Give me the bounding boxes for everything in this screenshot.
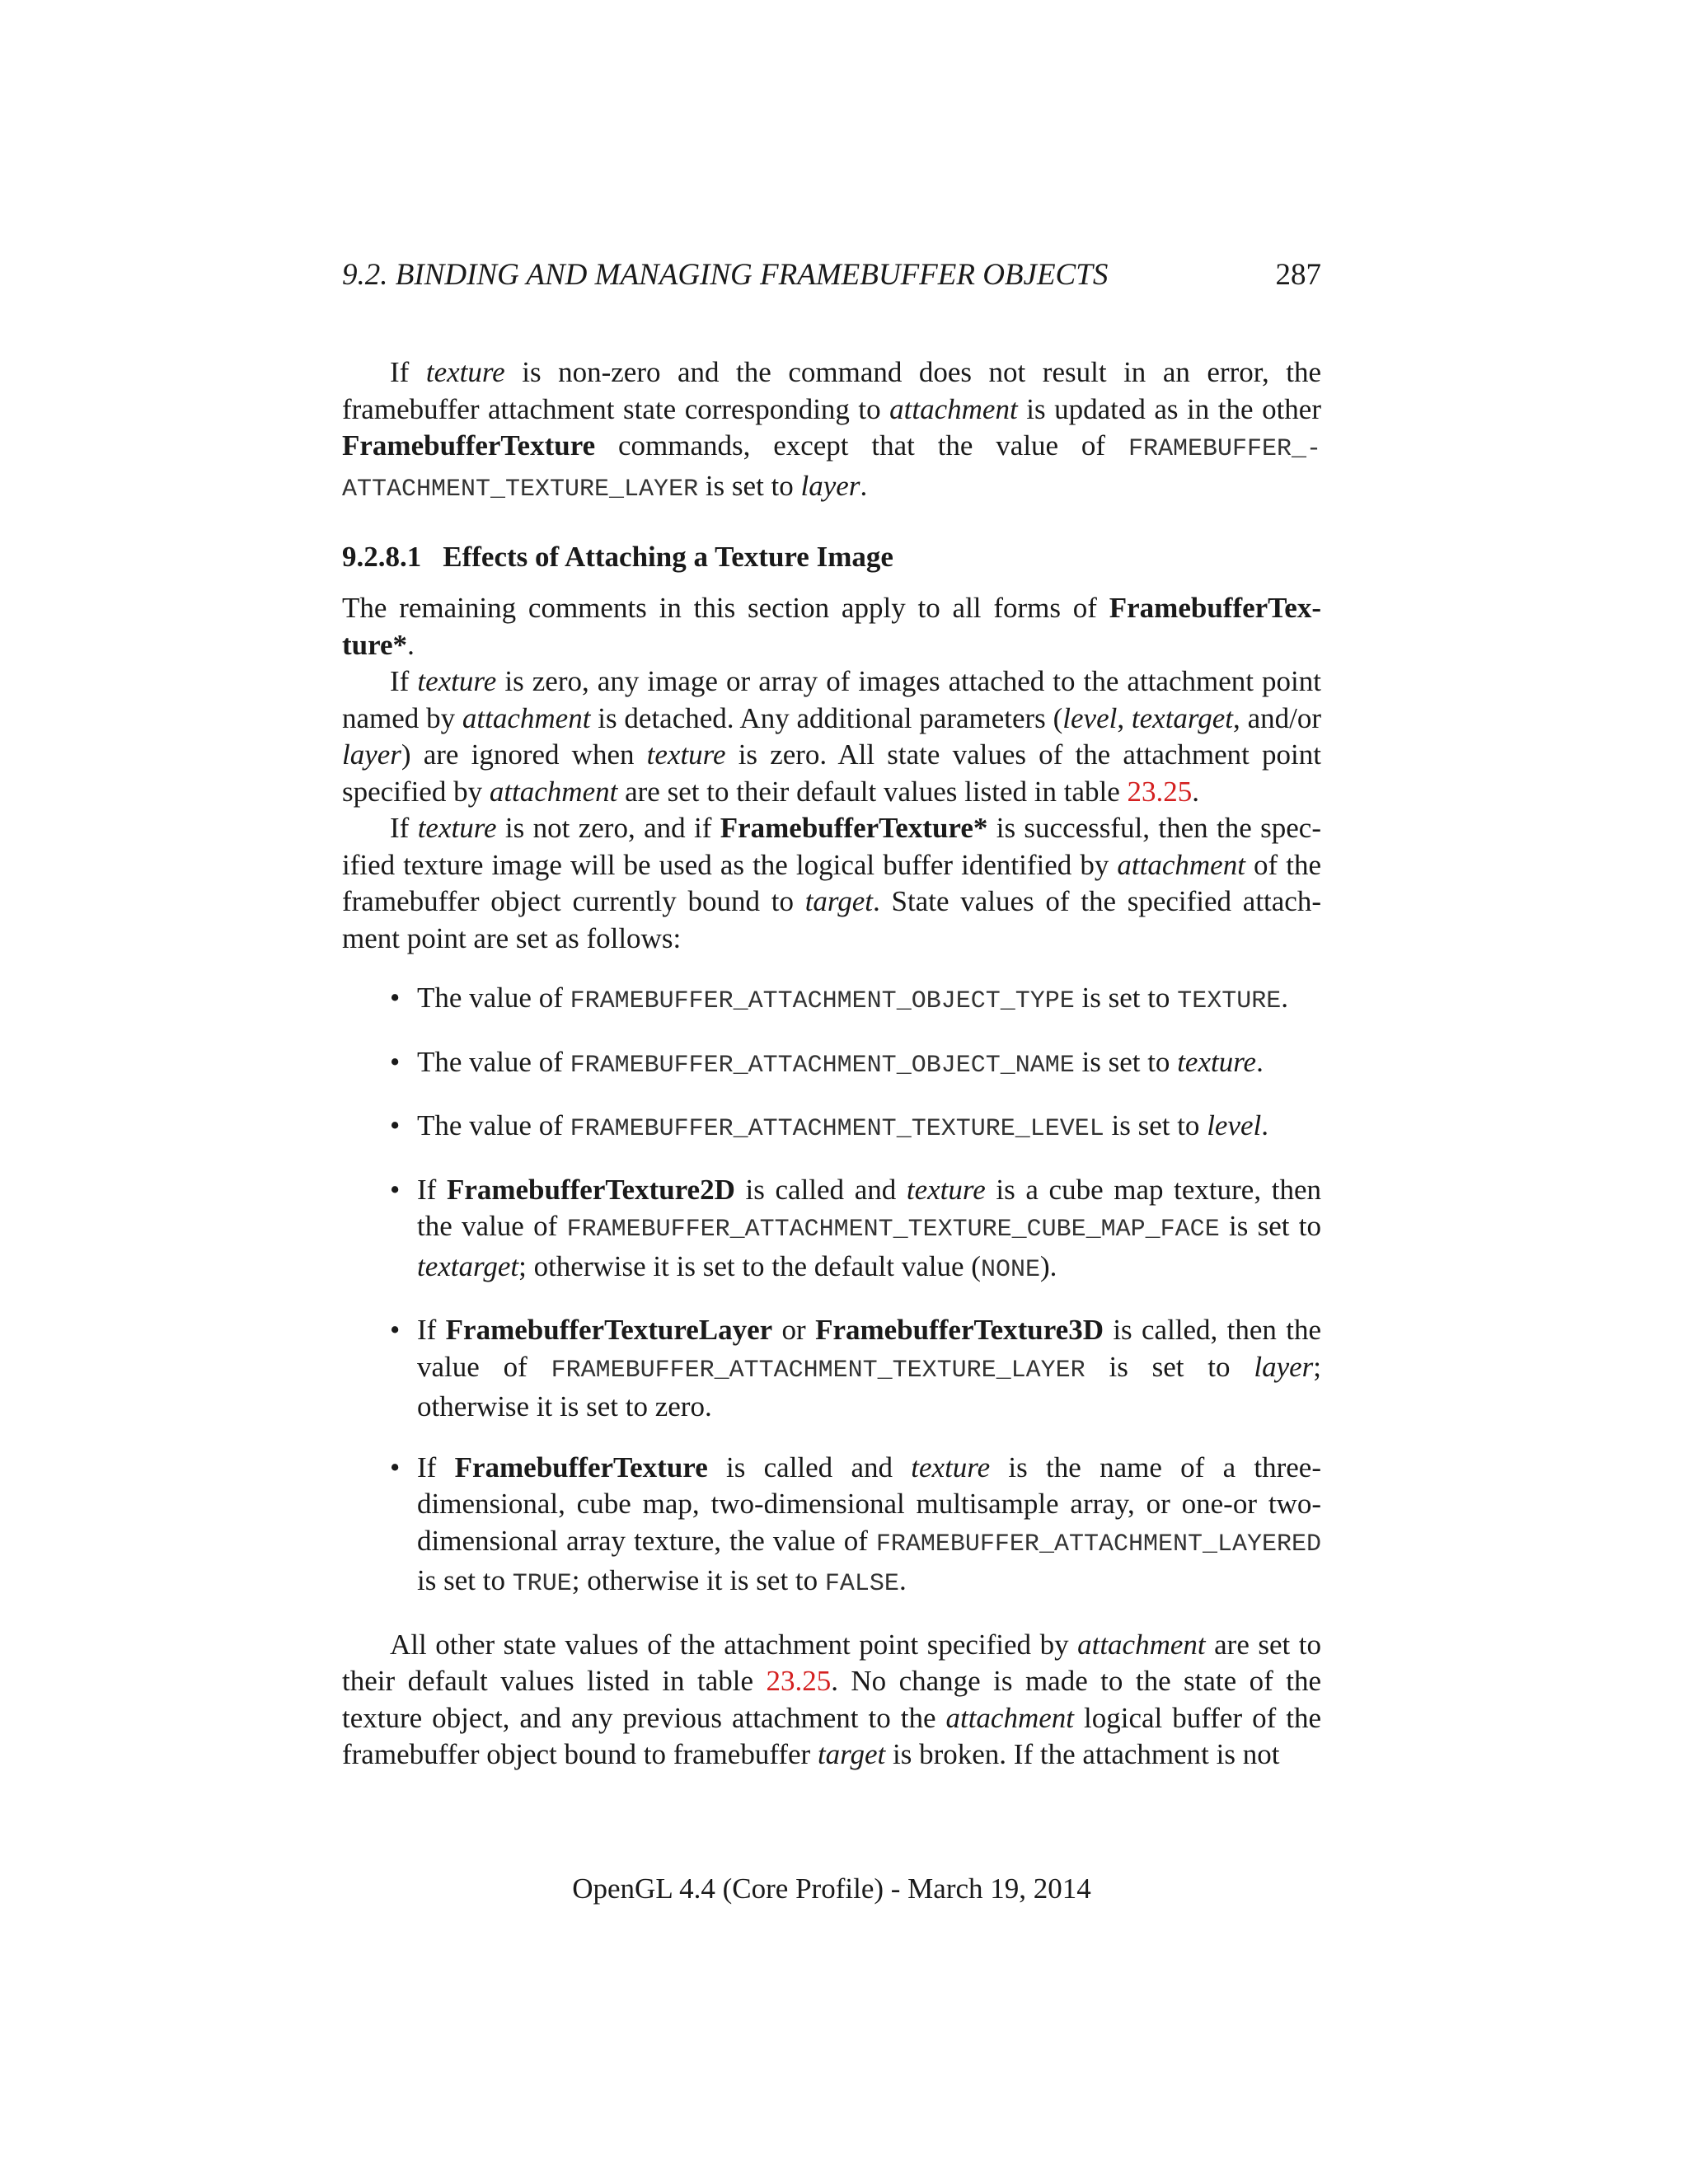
bullet-list — [342, 980, 1321, 1603]
subsection-heading — [342, 539, 1321, 575]
table-link[interactable]: 23.25 — [766, 1665, 832, 1697]
list-item: • If FramebufferTexture is called and texture is the name of a three-dimensional, cube map, two-dimensional multisample array, or one-or two-dimensional array texture, the value of FRAMEBUFFER_ATTACHMENT_LAYERED is set to TRUE; otherwise it is set to FALSE. — [390, 1450, 1321, 1603]
list-item: • The value of FRAMEBUFFER_ATTACHMENT_TEXTURE_LEVEL is set to level. — [390, 1108, 1321, 1148]
subsection-number: 9.2.8.1 — [342, 541, 422, 573]
body-text — [342, 354, 1321, 1774]
page-number: 287 — [1275, 258, 1321, 292]
list-item: • If FramebufferTextureLayer or FramebufferTexture3D is called, then the value of FRAMEBUFFER_ATTACHMENT_TEXTURE_LAYER is set to layer; otherwise it is set to zero. — [390, 1312, 1321, 1426]
paragraph: If texture is zero, any image or array of images attached to the attachment point named by attachment is detached. Any additional parameters (level, textarget, and/or layer) are ignored when texture is zero. All state values of the attachment point specified by attachment are set to their default values listed in table 23.25. — [342, 665, 1321, 808]
running-header — [342, 257, 1321, 293]
section-header-title: 9.2. BINDING AND MANAGING FRAMEBUFFER OBJECTS — [342, 258, 1109, 292]
list-item: • If FramebufferTexture2D is called and texture is a cube map texture, then the value of FRAMEBUFFER_ATTACHMENT_TEXTURE_CUBE_MAP_FACE is set to textarget; otherwise it is set to the default value (NONE). — [390, 1172, 1321, 1289]
paragraph: If texture is non-zero and the command does not result in an error, the framebuffer attachment state corresponding to attachment is updated as in the other FramebufferTexture commands, except that the value of FRAMEBUFFER_ATTACHMENT_TEXTURE_LAYER is set to layer. — [342, 356, 1322, 504]
paragraph: All other state values of the attachment point specified by attachment are set to their default values listed in table 23.25. No change is made to the state of the texture object, and any previous attachment to the attachment logical buffer of the framebuffer object bound to framebuffer target is broken. If the attachment is not — [342, 1628, 1322, 1770]
paragraph: If texture is not zero, and if FramebufferTexture* is successful, then the specified texture image will be used as the logical buffer identified by attachment of the framebuffer object currently bound to target. State values of the specified attachment point are set as follows: — [342, 812, 1321, 954]
page-footer: OpenGL 4.4 (Core Profile) - March 19, 2014 — [572, 1872, 1091, 1905]
paragraph: The remaining comments in this section apply to all forms of FramebufferTexture*. — [342, 592, 1321, 661]
list-item: • The value of FRAMEBUFFER_ATTACHMENT_OBJECT_TYPE is set to TEXTURE. — [390, 980, 1321, 1020]
list-item: • The value of FRAMEBUFFER_ATTACHMENT_OBJECT_NAME is set to texture. — [390, 1044, 1321, 1085]
subsection-title: Effects of Attaching a Texture Image — [443, 541, 893, 573]
table-link[interactable]: 23.25 — [1127, 775, 1193, 808]
